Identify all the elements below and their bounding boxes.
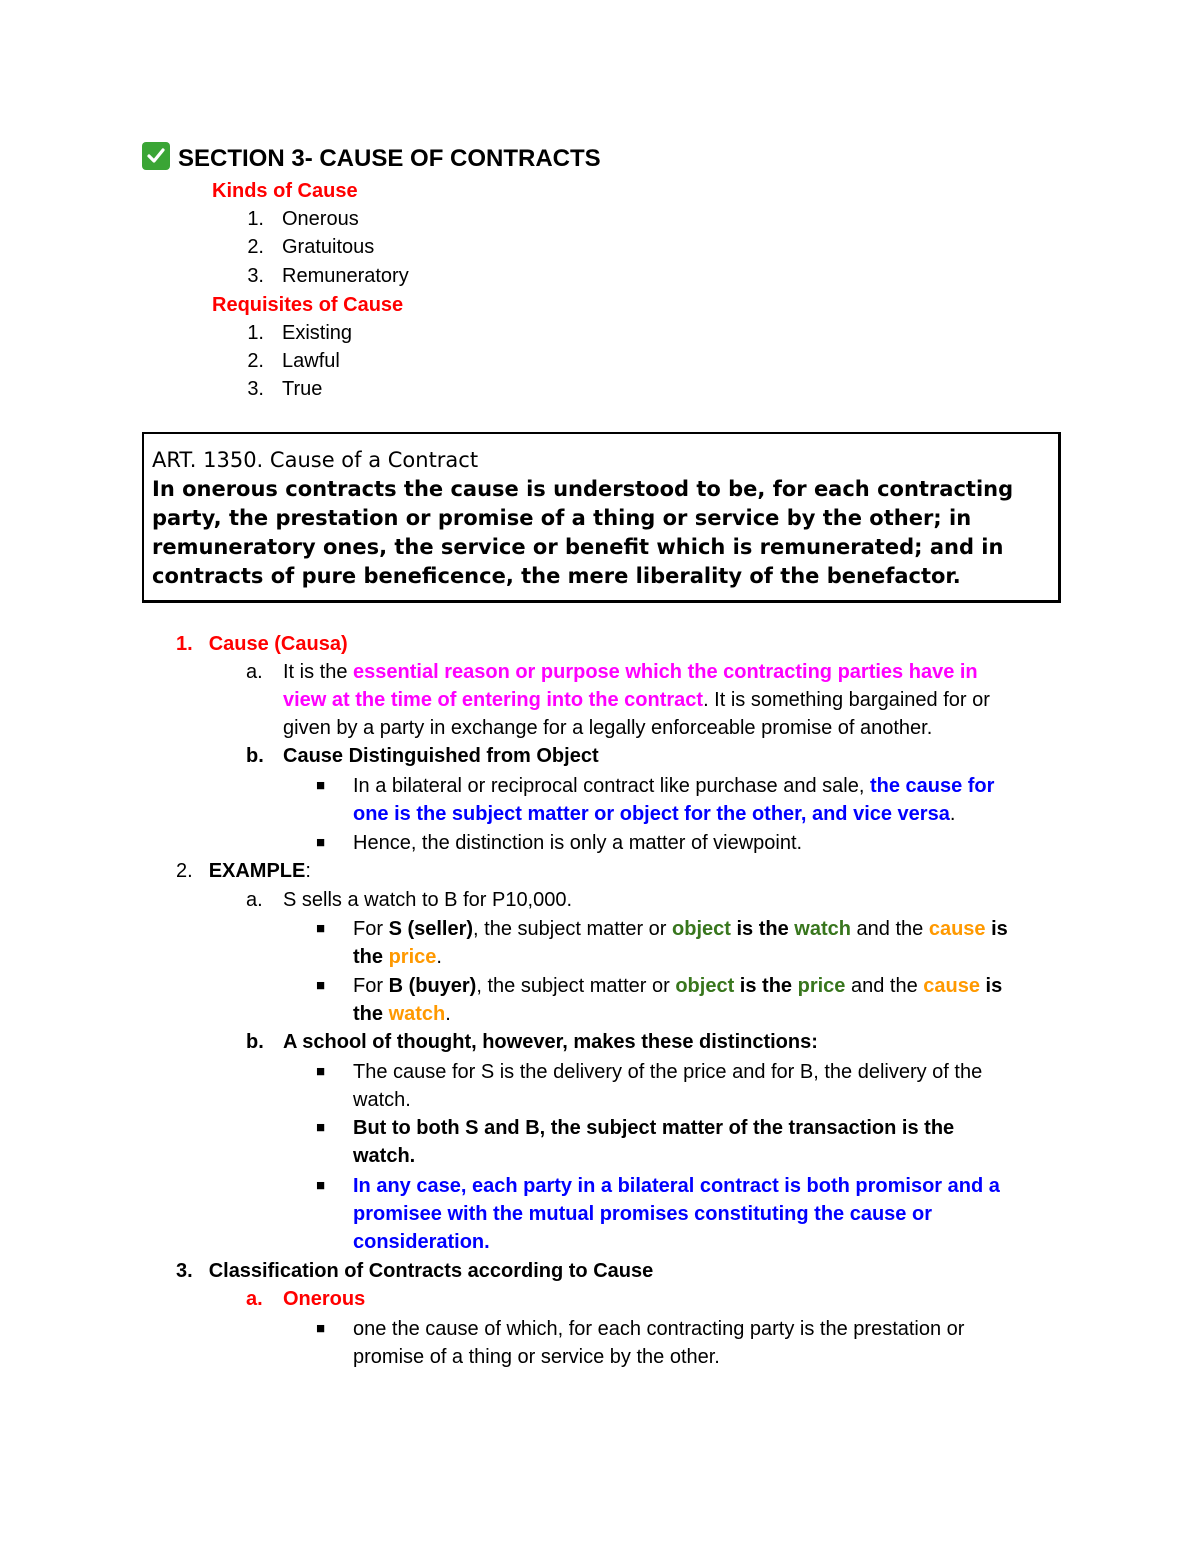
- bullet-icon: ■: [316, 777, 326, 794]
- article-line: In onerous contracts the cause is understood to be, for each contracting: [152, 477, 1014, 501]
- kinds-heading: Kinds of Cause: [212, 180, 358, 202]
- school-line: In any case, each party in a bilateral contract is both promisor and a: [353, 1175, 1000, 1197]
- school-line: promisee with the mutual promises constituting the cause or: [353, 1203, 932, 1225]
- list-item: 3. Remuneratory: [247, 265, 409, 287]
- list-item: a.: [246, 889, 263, 911]
- list-item: b.: [246, 745, 264, 767]
- example-heading: 2. EXAMPLE:: [176, 860, 311, 882]
- article-line: party, the prestation or promise of a thing or service by the other; in: [152, 506, 972, 530]
- onerous-line: one the cause of which, for each contracting party is the prestation or: [353, 1318, 965, 1340]
- cause-heading: 1. Cause (Causa): [176, 633, 348, 655]
- school-line: watch.: [353, 1145, 416, 1167]
- list-item: b.: [246, 1031, 264, 1053]
- cause-a-line: given by a party in exchange for a legally enforceable promise of another.: [283, 717, 933, 739]
- onerous-heading: Onerous: [283, 1288, 366, 1310]
- check-mark-icon: [142, 142, 170, 170]
- bullet-icon: ■: [316, 1320, 326, 1337]
- bullet-icon: ■: [316, 834, 326, 851]
- example-a-line: S sells a watch to B for P10,000.: [283, 889, 573, 911]
- requisites-heading: Requisites of Cause: [212, 294, 404, 316]
- example-buyer-line: the watch.: [353, 1003, 451, 1025]
- classification-heading: 3. Classification of Contracts according to Cause: [176, 1260, 654, 1282]
- example-buyer-line: For B (buyer), the subject matter or object is the price and the cause is: [353, 975, 1003, 997]
- article-heading: ART. 1350. Cause of a Contract: [152, 448, 479, 472]
- school-heading: A school of thought, however, makes these distinctions:: [283, 1031, 818, 1053]
- article-line: contracts of pure beneficence, the mere liberality of the benefactor.: [152, 564, 961, 588]
- article-line: remuneratory ones, the service or benefit which is remunerated; and in: [152, 535, 1004, 559]
- list-item: a.: [246, 1288, 263, 1310]
- cause-a-line: It is the essential reason or purpose which the contracting parties have in: [283, 661, 978, 683]
- cause-b-heading: Cause Distinguished from Object: [283, 745, 599, 767]
- bullet-icon: ■: [316, 1063, 326, 1080]
- bullet-icon: ■: [316, 1119, 326, 1136]
- school-line: consideration.: [353, 1231, 490, 1253]
- example-seller-line: For S (seller), the subject matter or object is the watch and the cause is: [353, 918, 1008, 940]
- example-seller-line: the price.: [353, 946, 442, 968]
- list-item: 1. Existing: [247, 322, 353, 344]
- school-line: watch.: [353, 1089, 411, 1111]
- list-item: 1. Onerous: [247, 208, 359, 230]
- cause-a-line: view at the time of entering into the contract. It is something bargained for or: [283, 689, 990, 711]
- list-item: 3. True: [247, 378, 323, 400]
- school-line: But to both S and B, the subject matter of the transaction is the: [353, 1117, 955, 1139]
- list-item: a.: [246, 661, 263, 683]
- list-item: 2. Gratuitous: [247, 236, 375, 258]
- bullet-icon: ■: [316, 1177, 326, 1194]
- bullet-icon: ■: [316, 920, 326, 937]
- section-title: SECTION 3- CAUSE OF CONTRACTS: [142, 142, 601, 173]
- article-box: [142, 432, 1061, 603]
- cause-b1-line: one is the subject matter or object for the other, and vice versa.: [353, 803, 956, 825]
- bullet-icon: ■: [316, 977, 326, 994]
- list-item: 2. Lawful: [247, 350, 340, 372]
- cause-b1-line: In a bilateral or reciprocal contract like purchase and sale, the cause for: [353, 775, 995, 797]
- cause-b2-line: Hence, the distinction is only a matter of viewpoint.: [353, 832, 803, 854]
- onerous-line: promise of a thing or service by the other.: [353, 1346, 720, 1368]
- school-line: The cause for S is the delivery of the price and for B, the delivery of the: [353, 1061, 983, 1083]
